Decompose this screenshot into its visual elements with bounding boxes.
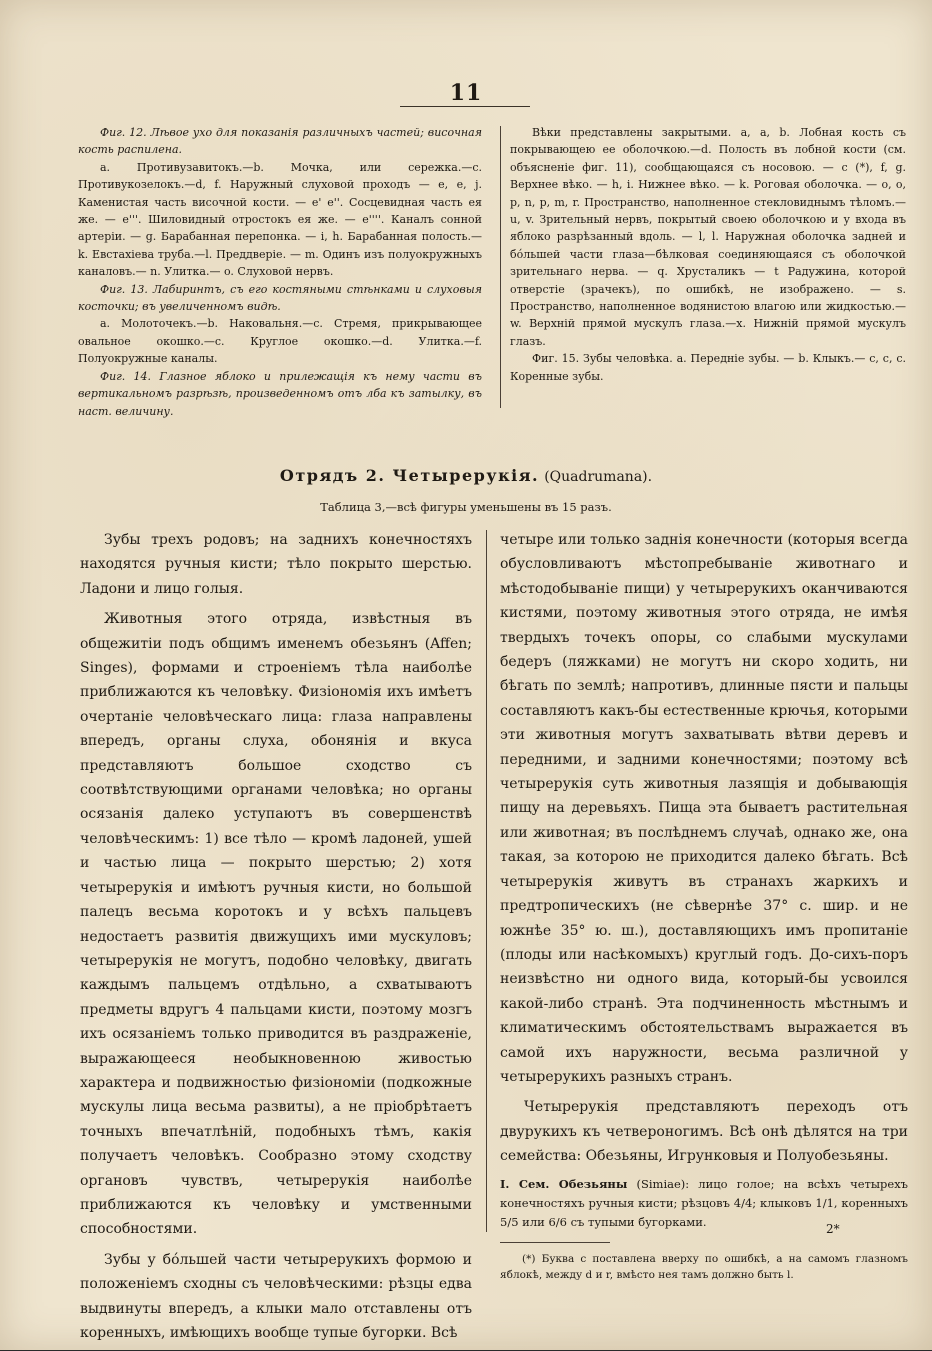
page-number-rule: [400, 106, 530, 107]
captions-column-divider: [500, 126, 501, 408]
family-description: [500, 1175, 908, 1232]
section-latin-name: (Quadrumana).: [544, 469, 653, 485]
left-body-column: [80, 528, 472, 1351]
caption-fig-14-title: Фиг. 14. Глазное яблоко и прилежащія къ нему части въ вертикальномъ разрѣзѣ, произведенномъ отъ лба къ затылку, въ наст. величину.: [78, 369, 482, 418]
caption-fig-13-title: Фиг. 13. Лабиринтъ, съ его костяными стѣнками и слуховыя косточки; въ увеличенномъ видѣ.: [78, 282, 482, 314]
caption-fig-12-legend: а. Противузавитокъ.—b. Мочка, или сережка.—c. Противукозелокъ.—d, f. Наружный слуховой проходъ — e, e, j. Каменистая часть височной кости. — e' e''. Сосцевидная часть ея же. — e'''. Шиловидный отростокъ ея же. — e''''. Каналъ сонной артеріи. — g. Барабанная перепонка. — i, h. Барабанная полость.—k. Евстахіева труба.—l. Преддверіе. — m. Одинъ изъ полуокружныхъ каналовъ.— n. Улитка.— o. Слуховой нервъ.: [78, 160, 482, 279]
section-heading: [0, 466, 932, 485]
signature-mark: 2*: [826, 1222, 840, 1236]
family-heading: I. Сем. Обезьяны: [500, 1176, 628, 1191]
section-subtitle: Таблица 3,—всѣ фигуры уменьшены въ 15 разъ.: [320, 500, 612, 514]
right-captions: [510, 124, 906, 385]
body-paragraph: четыре или только заднія конечности (которыя всегда обусловливаютъ мѣстопребываніе животнаго и мѣстодобываніе пищи) у четырерукихъ оканчиваются кистями, поэтому животныя этого отряда, не имѣя твердыхъ точекъ опоры, со слабыми мускулами бедеръ (ляжками) не могутъ ни скоро ходить, ни бѣгать по землѣ; напротивъ, длинные пясти и пальцы составляютъ какъ-бы естественные крючья, которыми эти животныя могутъ захватывать вѣтви деревъ и передними, и задними конечностями; поэтому всѣ четырерукія суть животныя лазящія и добывающія пищу на деревьяхъ. Пища эта бываетъ растительная или животная; въ послѣднемъ случаѣ, однако же, она такая, за которою не приходится далеко бѣгать. Всѣ четырерукія живутъ въ странахъ жаркихъ и предтропическихъ (не сѣвернѣе 37° с. шир. и не южнѣе 35° ю. ш.), доставляющихъ имъ пропитаніе (плоды или насѣкомыхъ) круглый годъ. До-сихъ-поръ неизвѣстно ни одного вида, который-бы усвоился какой-либо странѣ. Эта подчиненность мѣстнымъ и климатическимъ обстоятельствамъ выражается въ самой ихъ наружности, весьма различной у четырерукихъ разныхъ странъ.: [500, 532, 908, 1085]
section-title: Отрядъ 2. Четырерукія.: [279, 466, 540, 485]
footnote-rule: [500, 1242, 610, 1243]
caption-fig-13-legend: а. Молоточекъ.—b. Наковальня.—c. Стремя, прикрывающее овальное окошко.—c. Круглое окошко.—d. Улитка.—f. Полуокружные каналы.: [78, 317, 482, 366]
page-number: 11: [449, 80, 483, 106]
body-paragraph: Животныя этого отряда, извѣстныя въ общежитіи подъ общимъ именемъ обезьянъ (Affen; Singes), формами и строеніемъ тѣла наиболѣе приближаются къ человѣку. Физіономія ихъ имѣетъ очертаніе человѣческаго лица: глаза направлены впередъ, органы слуха, обонянія и вкуса представляютъ большое сходство съ соотвѣтствующими органами человѣка; но органы осязанія далеко уступаютъ въ совершенствѣ человѣческимъ: 1) все тѣло — кромѣ ладоней, ушей и частью лица — покрыто шерстью; 2) хотя четырерукія и имѣютъ ручныя кисти, но большой палецъ весьма коротокъ и у всѣхъ пальцевъ недостаетъ развитія движущихъ ими мускуловъ; четырерукія не могутъ, подобно человѣку, двигать каждымъ пальцемъ отдѣльно, а схватываютъ предметы вдругъ 4 пальцами кисти, поэтому мозгъ ихъ осязаніемъ только приводится въ раздраженіе, выражающееся необыкновенною живостью характера и подвижностью физіономіи (подкожные мускулы лица весьма развиты), а не пріобрѣтаетъ точныхъ впечатлѣній, подобныхъ тѣмъ, какія получаетъ человѣкъ. Сообразно этому сходству органовъ чувствъ, четырерукія наиболѣе приближаются къ человѣку и умственными способностями.: [80, 611, 472, 1238]
footnote: (*) Буква c поставлена вверху по ошибкѣ, а на самомъ глазномъ яблокѣ, между d и r, вмѣсто нея тамъ должно быть l.: [500, 1252, 908, 1281]
caption-fig-12-title: Фиг. 12. Лѣвое ухо для показанія различныхъ частей; височная кость распилена.: [78, 126, 482, 157]
body-column-divider: [486, 530, 487, 1232]
family-text: (Simiae): лицо голое; на всѣхъ четырехъ конечностяхъ ручныя кисти; рѣзцовъ 4/4; клыковъ 1/1, коренныхъ 5/5 или 6/6 съ тупыми бугорками.: [500, 1176, 908, 1229]
right-body-column: [500, 528, 908, 1283]
body-paragraph: Зубы трехъ родовъ; на заднихъ конечностяхъ находятся ручныя кисти; тѣло покрыто шерстью. Ладони и лицо голыя.: [80, 532, 472, 597]
body-paragraph: Зубы у бóльшей части четырерукихъ формою и положеніемъ сходны съ человѣческими: рѣзцы едва выдвинуты впередъ, а клыки мало отставлены отъ коренныхъ, имѣющихъ вообще тупые бугорки. Всѣ: [80, 1251, 472, 1341]
left-captions: [78, 124, 482, 420]
body-paragraph: Четырерукія представляютъ переходъ отъ двурукихъ къ четвероногимъ. Всѣ онѣ дѣлятся на три семейства: Обезьяны, Игрунковыя и Полуобезьяны.: [500, 1099, 908, 1165]
caption-fig-14-legend: Вѣки представлены закрытыми. a, a, b. Лобная кость съ покрывающею ее оболочкою.—d. Полость въ лобной кости (см. объясненіе фиг. 11), сообщающаяся съ носовою. — c (*), f, g. Верхнее вѣко. — h, i. Нижнее вѣко. — k. Роговая оболочка. — o, o, p, n, p, m, r. Пространство, наполненное стекловиднымъ тѣломъ.—u, v. Зрительный нервъ, покрытый своею оболочкою и у входа въ яблоко разрѣзанный вдоль. — l, l. Наружная оболочка задней и бóльшей части глаза—бѣлковая соединяющаяся съ оболочкой зрительнаго нерва. — q. Хрусталикъ — t Радужина, которой отверстіе (зрачекъ), по ошибкѣ, не изображено. — s. Пространство, наполненное водянистою влагою или жидкостью.—w. Верхній прямой мускулъ глаза.—x. Нижній прямой мускулъ глазъ.: [510, 126, 906, 348]
caption-fig-15: Фиг. 15. Зубы человѣка. а. Передніе зубы. — b. Клыкъ.— c, c, c. Коренные зубы.: [510, 352, 906, 383]
